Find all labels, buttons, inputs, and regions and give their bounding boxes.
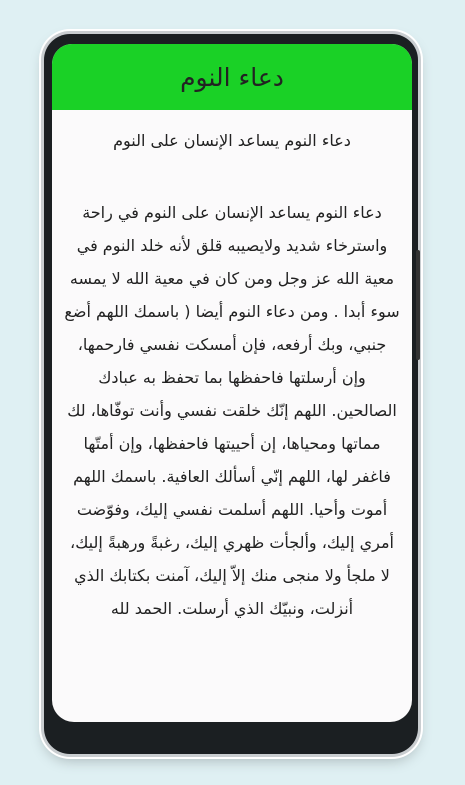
scroll-content[interactable] — [52, 128, 412, 625]
dua-body-text: دعاء النوم يساعد الإنسان على النوم في راحة واسترخاء شديد ولايصيبه قلق لأنه خلد النوم في معية الله عز وجل ومن كان في معية الله لا يمسه سوء أبدا . ومن دعاء النوم أيضا ( باسمك اللهم أضع جنبي، وبك أرفعه، فإن أمسكت نفسي فارحمها، وإن أرسلتها فاحفظها بما تحفظ به عبادك الصالحين. اللهم إنّك خلقت نفسي وأنت توفّاها، لك مماتها ومحياها، إن أحييتها فاحفظها، وإن أمتّها فاغفر لها، اللهم إنّي أسألك العافية. باسمك اللهم أموت وأحيا. اللهم أسلمت نفسي إليك، وفوّضت أمري إليك، وألجأت ظهري إليك، رغبةً ورهبةً إليك، لا ملجأ ولا منجى منك إلاّ إليك، آمنت بكتابك الذي أنزلت، ونبيّك الذي أرسلت. الحمد لله — [64, 203, 400, 618]
app-title: دعاء النوم — [180, 62, 284, 92]
subtitle-text: دعاء النوم يساعد الإنسان على النوم — [113, 131, 351, 150]
phone-side-button — [416, 250, 420, 360]
app-screen — [52, 44, 412, 722]
app-bar — [52, 44, 412, 110]
